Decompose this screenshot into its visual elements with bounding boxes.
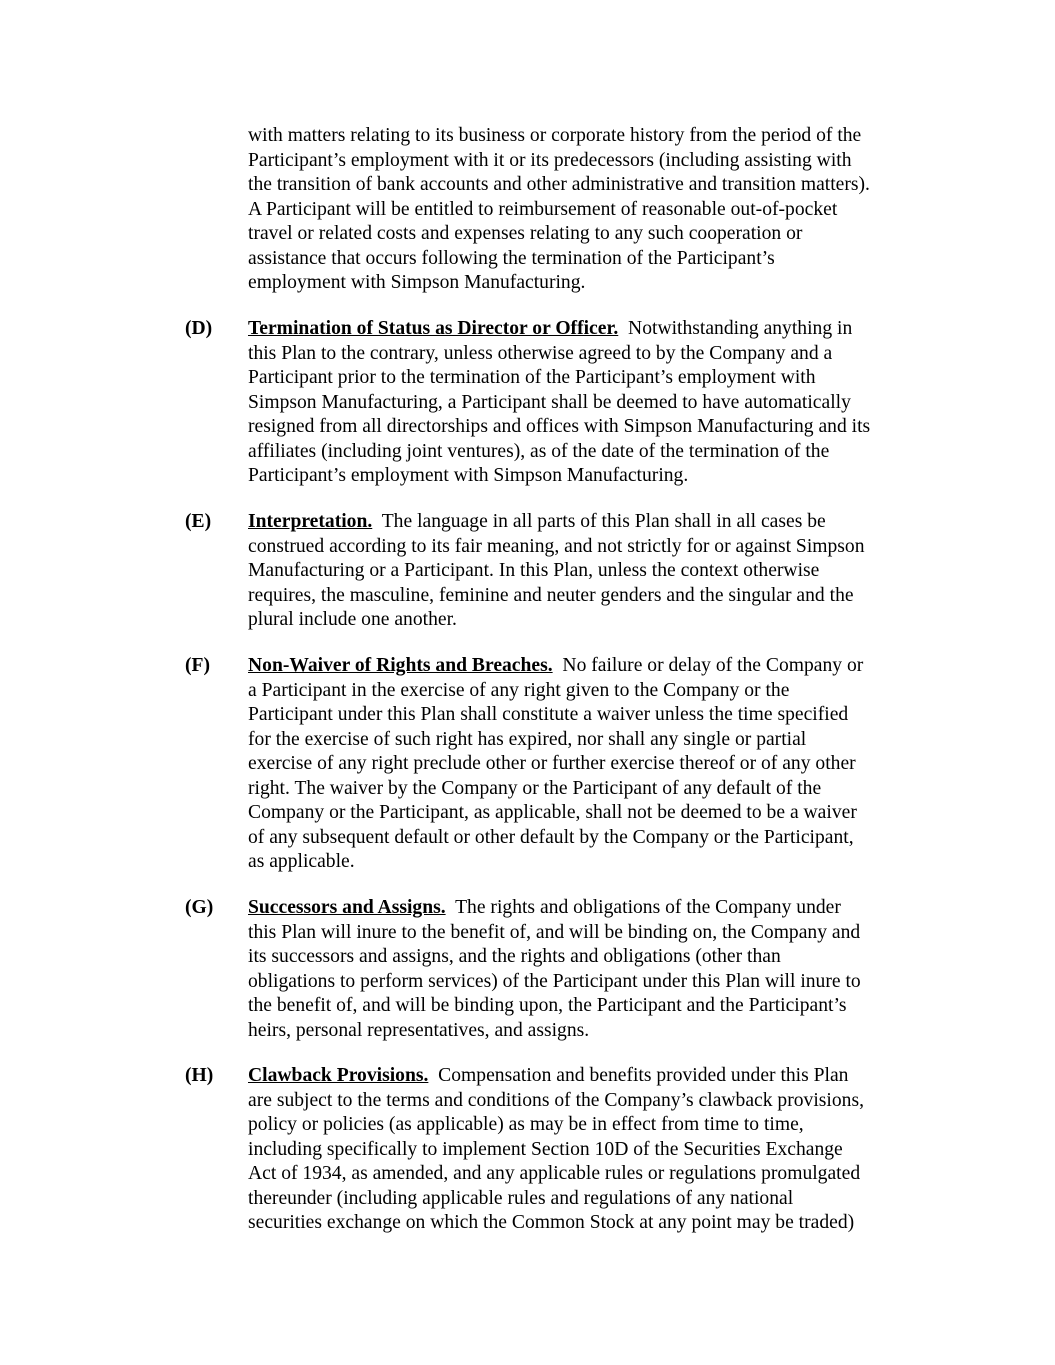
paragraph-line: Manufacturing or a Participant. In this Plan, unless the context otherwise	[248, 560, 820, 581]
section-e	[248, 510, 865, 633]
paragraph-line: for the exercise of such right has expired, nor shall any single or partial	[248, 728, 807, 750]
paragraph-line: obligations to perform services) of the Participant under this Plan will inure to	[248, 970, 861, 992]
paragraph-line: with matters relating to its business or corporate history from the period of the	[248, 125, 862, 146]
section-first-line-text: The language in all parts of this Plan shall in all cases be	[372, 511, 826, 532]
section-first-line	[248, 510, 865, 535]
paragraph-line: employment with Simpson Manufacturing.	[248, 272, 586, 293]
paragraph-line: this Plan to the contrary, unless otherwise agreed to by the Company and a	[248, 342, 833, 364]
paragraph-line: right. The waiver by the Company or the Participant of any default of the	[248, 777, 822, 799]
section-first-line-text: Notwithstanding anything in	[618, 318, 853, 339]
section-f	[248, 654, 863, 875]
section-first-line-text: Compensation and benefits provided under this Plan	[428, 1065, 849, 1086]
section-heading: Successors and Assigns.	[248, 897, 446, 918]
section-first-line-text: The rights and obligations of the Company under	[445, 897, 841, 918]
section-heading: Termination of Status as Director or Officer.	[248, 318, 619, 339]
paragraph-line: construed according to its fair meaning, and not strictly for or against Simpson	[248, 535, 865, 557]
section-first-line	[248, 317, 870, 342]
section-marker-d: (D)	[185, 318, 213, 339]
paragraph-line: travel or related costs and expenses relating to any such cooperation or	[248, 223, 803, 244]
paragraph-line: Simpson Manufacturing, a Participant shall be deemed to have automatically	[248, 391, 851, 413]
paragraph-line: resigned from all directorships and offices with Simpson Manufacturing and its	[248, 416, 871, 437]
paragraph-line: securities exchange on which the Common Stock at any point may be traded)	[248, 1212, 855, 1233]
paragraph-line: the benefit of, and will be binding upon, the Participant and the Participant’s	[248, 995, 847, 1016]
section-marker-e: (E)	[185, 511, 212, 532]
paragraph-line: the transition of bank accounts and other administrative and transition matters).	[248, 174, 870, 195]
paragraph-line: Participant prior to the termination of the Participant’s employment with	[248, 367, 816, 388]
section-d	[248, 317, 870, 489]
section-first-line	[248, 654, 863, 679]
paragraph-line: requires, the masculine, feminine and neuter genders and the singular and the	[248, 584, 854, 606]
paragraph-line: of any subsequent default or other default by the Company or the Participant,	[248, 826, 854, 848]
paragraph-line: Participant’s employment with Simpson Manufacturing.	[248, 465, 689, 486]
paragraph-line: Participant under this Plan shall constitute a waiver unless the time specified	[248, 704, 849, 725]
section-heading: Interpretation.	[248, 511, 373, 532]
paragraph-line: Participant’s employment with it or its predecessors (including assisting with	[248, 149, 852, 171]
paragraph-line: as applicable.	[248, 851, 355, 872]
section-g	[248, 896, 861, 1043]
paragraph-line: plural include one another.	[248, 609, 457, 630]
paragraph-line: a Participant in the exercise of any right given to the Company or the	[248, 679, 790, 701]
paragraph-line: this Plan will inure to the benefit of, and will be binding on, the Company and	[248, 921, 861, 943]
paragraph-line: A Participant will be entitled to reimbursement of reasonable out-of-pocket	[248, 198, 838, 220]
section-first-line	[248, 1064, 864, 1089]
section-marker-h: (H)	[185, 1065, 214, 1086]
paragraph-line: affiliates (including joint ventures), as of the date of the termination of the	[248, 440, 830, 462]
paragraph-line: heirs, personal representatives, and assigns.	[248, 1019, 590, 1041]
paragraph-line: are subject to the terms and conditions of the Company’s clawback provisions,	[248, 1089, 864, 1111]
section-first-line	[248, 896, 861, 921]
section-marker-g: (G)	[185, 897, 214, 918]
paragraph-line: Company or the Participant, as applicable, shall not be deemed to be a waiver	[248, 802, 857, 823]
paragraph-line: Act of 1934, as amended, and any applicable rules or regulations promulgated	[248, 1163, 861, 1184]
section-first-line-text: No failure or delay of the Company or	[552, 655, 864, 676]
paragraph-line: thereunder (including applicable rules and regulations of any national	[248, 1187, 794, 1209]
section-marker-f: (F)	[185, 655, 211, 676]
paragraph-line: exercise of any right preclude other or further exercise thereof or of any other	[248, 753, 856, 774]
paragraph-line: including specifically to implement Section 10D of the Securities Exchange	[248, 1138, 843, 1160]
section-h	[248, 1064, 864, 1236]
paragraph-line: policy or policies (as applicable) as may be in effect from time to time,	[248, 1114, 804, 1135]
intro-paragraph	[248, 124, 870, 296]
section-heading: Clawback Provisions.	[248, 1065, 429, 1086]
paragraph-line: its successors and assigns, and the rights and obligations (other than	[248, 946, 781, 967]
section-heading: Non-Waiver of Rights and Breaches.	[248, 655, 553, 676]
paragraph-line: assistance that occurs following the termination of the Participant’s	[248, 247, 775, 269]
